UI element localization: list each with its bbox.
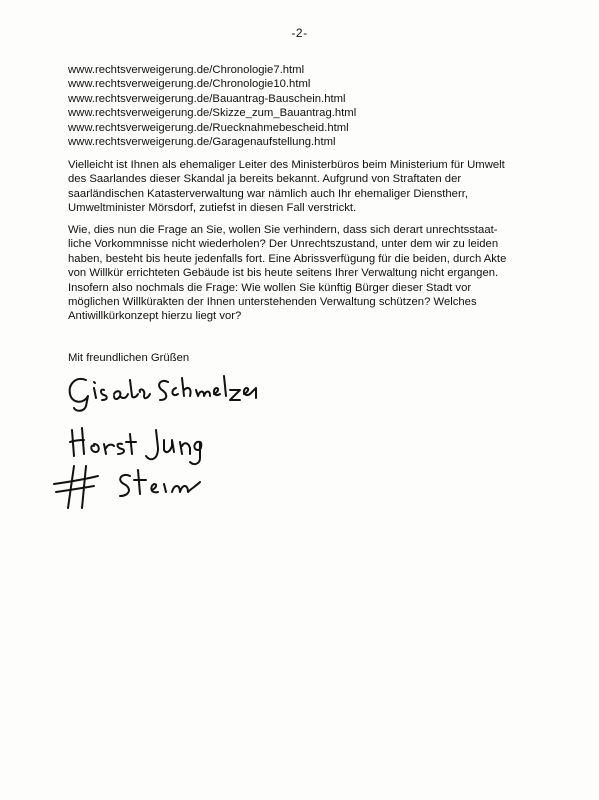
signature-schmelzer — [64, 366, 274, 416]
link-item: www.rechtsverweigerung.de/Chronologie7.html — [68, 64, 305, 76]
text-line: Umweltminister Mörsdorf, zutiefst in diesen Fall verstrickt. — [68, 202, 357, 215]
link-item: www.rechtsverweigerung.de/Garagenaufstellung.html — [68, 136, 336, 149]
text-line: Vielleicht ist Ihnen als ehemaliger Leiter des Ministerbüros beim Ministerium für Umwelt — [68, 159, 505, 171]
paragraph-question — [68, 223, 568, 324]
text-line: Wie, dies nun die Frage an Sie, wollen Sie verhindern, dass sich derart unrechtsstaat- — [68, 224, 498, 236]
paragraph-ministry — [68, 158, 568, 216]
text-line: möglichen Willkürakten der Ihnen unterstehenden Verwaltung schützen? Welches — [68, 296, 477, 309]
text-line: Antiwillkürkonzept hierzu liegt vor? — [68, 310, 242, 323]
text-line: haben, besteht bis heute jedenfalls fort. Eine Abrissverfügung für die beiden, durch Akte — [68, 252, 507, 265]
signature-stein — [52, 462, 202, 512]
closing-salutation: Mit freundlichen Grüßen — [68, 352, 190, 364]
link-item: www.rechtsverweigerung.de/Chronologie10.html — [68, 78, 311, 91]
link-item: www.rechtsverweigerung.de/Bauantrag-Bauschein.html — [68, 92, 346, 105]
text-line: des Saarlandes dieser Skandal ja bereits bekannt. Aufgrund von Straftaten der — [68, 173, 462, 186]
text-line: von Willkür errichteten Gebäude ist bis heute seitens Ihrer Verwaltung nicht ergangen. — [68, 267, 499, 280]
link-item: www.rechtsverweigerung.de/Ruecknahmebescheid.html — [68, 121, 349, 134]
page-number: -2- — [291, 26, 308, 40]
text-line: liche Vorkommnisse nicht wiederholen? Der Unrechtszustand, unter dem wir zu leiden — [68, 238, 499, 251]
text-line: saarländischen Katasterverwaltung war nämlich auch Ihr ehemaliger Dienstherr, — [68, 187, 468, 200]
signature-jung — [66, 418, 206, 468]
link-list — [68, 63, 356, 149]
text-line: Insofern also nochmals die Frage: Wie wollen Sie künftig Bürger dieser Stadt vor — [68, 281, 472, 294]
link-item: www.rechtsverweigerung.de/Skizze_zum_Bauantrag.html — [68, 107, 357, 120]
